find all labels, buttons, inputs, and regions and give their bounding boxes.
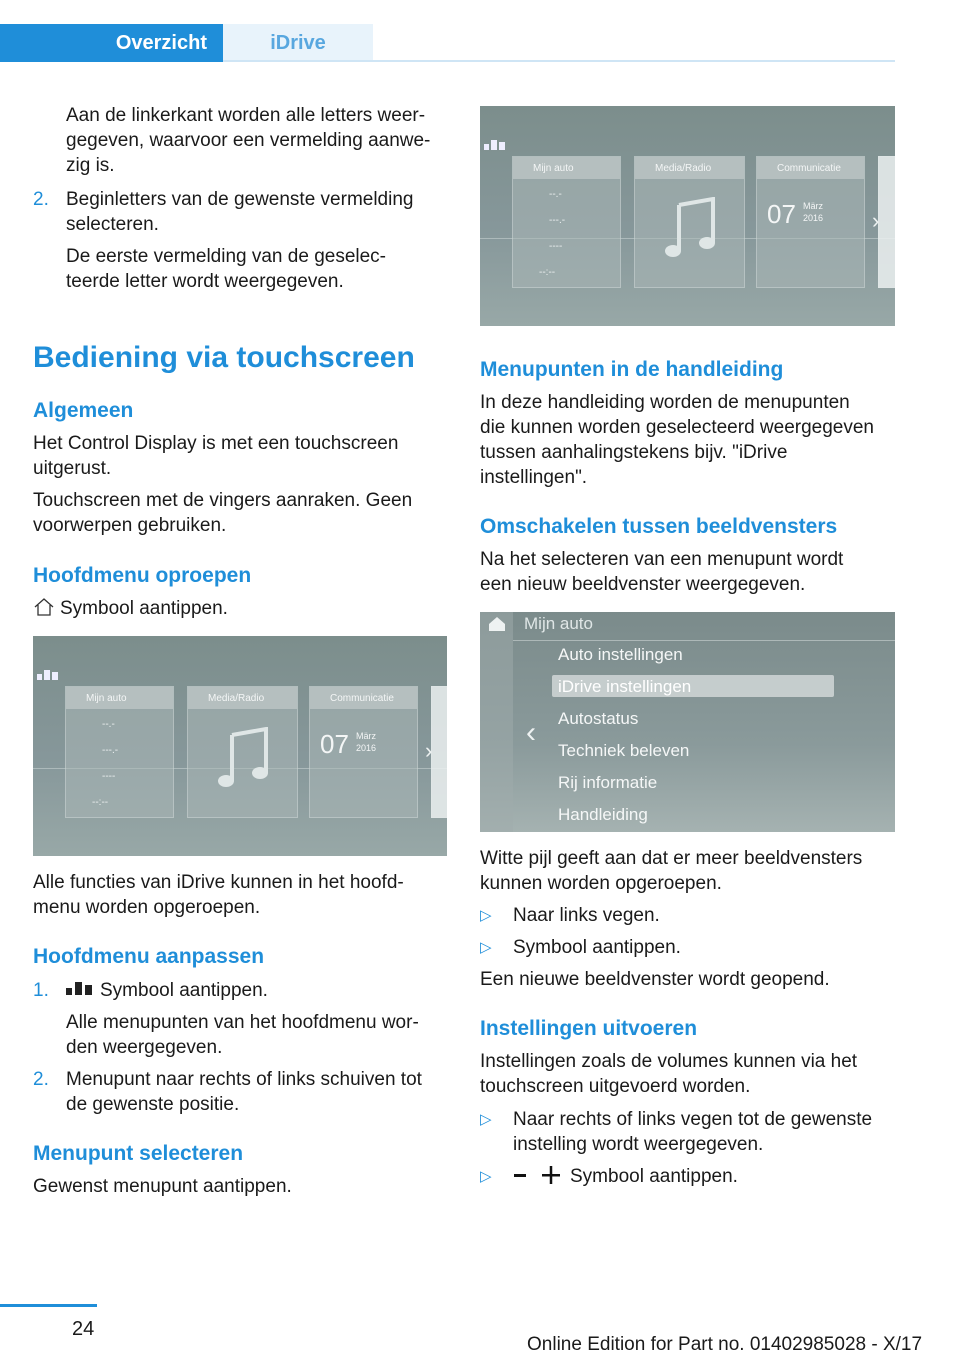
list-item-text: selecteren. — [66, 214, 159, 235]
subsection-title: Omschakelen tussen beeldvensters — [480, 515, 838, 538]
card-communicatie[interactable] — [309, 686, 418, 818]
paragraph-line: Alle functies van iDrive kunnen in het hoofd- — [33, 872, 404, 893]
list-item-text: De eerste vermelding van de geselec- — [66, 246, 387, 267]
home-icon — [33, 597, 55, 622]
paragraph-line: uitgerust. — [33, 458, 112, 479]
menu-grid-icon — [484, 138, 506, 157]
menu-item[interactable]: Rij informatie — [558, 773, 658, 792]
range-value: ---.- — [102, 745, 119, 756]
bullet-triangle-icon: ▷ — [480, 1168, 492, 1185]
menu-grid-icon — [66, 982, 92, 1001]
header-tabs — [0, 24, 373, 62]
card-mijn-auto[interactable] — [65, 686, 174, 818]
list-item-text: Naar links vegen. — [513, 905, 660, 926]
paragraph-line: menu worden opgeroepen. — [33, 897, 261, 918]
chevron-right-icon[interactable]: › — [425, 738, 433, 763]
paragraph-line: Witte pijl geeft aan dat er meer beeldvensters — [480, 848, 863, 869]
distance-value: ---- — [102, 771, 116, 782]
list-item-text: Alle menupunten van het hoofdmenu wor- — [66, 1012, 419, 1033]
header-divider — [223, 60, 895, 62]
list-item-text: Symbool aantippen. — [100, 980, 268, 1001]
subsection-title: Hoofdmenu aanpassen — [33, 945, 265, 968]
range-value: ---.- — [549, 215, 566, 226]
distance-value: ---- — [549, 241, 563, 252]
paragraph-line: touchscreen uitgevoerd worden. — [480, 1076, 751, 1097]
music-note-icon — [216, 727, 272, 796]
list-number: 2. — [33, 1069, 49, 1090]
list-item-text: instelling wordt weergegeven. — [513, 1134, 764, 1155]
date-month: März — [803, 201, 823, 211]
subsection-title: Algemeen — [33, 399, 134, 422]
date-day: 07 — [320, 729, 349, 759]
subsection-title: Menupunt selecteren — [33, 1142, 244, 1165]
bullet-triangle-icon: ▷ — [480, 1111, 492, 1128]
subsection-title: Hoofdmenu oproepen — [33, 564, 252, 587]
card-media-radio[interactable] — [634, 156, 745, 288]
card-media-radio[interactable] — [187, 686, 298, 818]
list-item-text: Symbool aantippen. — [513, 937, 681, 958]
subsection-title: Menupunten in de handleiding — [480, 358, 784, 381]
card-next[interactable] — [878, 156, 895, 288]
time-value: --:-- — [92, 797, 109, 808]
main-menu-screenshot-right — [480, 106, 895, 326]
fuel-value: --.- — [102, 719, 115, 730]
paragraph-line: Een nieuwe beeldvenster wordt geopend. — [480, 969, 830, 990]
time-value: --:-- — [539, 267, 556, 278]
date-day: 07 — [767, 199, 796, 229]
paragraph-line: Gewenst menupunt aantippen. — [33, 1176, 292, 1197]
paragraph-line: Touchscreen met de vingers aanraken. Geen — [33, 490, 413, 511]
menu-item[interactable]: Autostatus — [558, 709, 639, 728]
paragraph-line: In deze handleiding worden de menupunten — [480, 392, 850, 413]
list-item-text: de gewenste positie. — [66, 1094, 240, 1115]
paragraph-line: instellingen". — [480, 467, 588, 488]
fuel-value: --.- — [549, 189, 562, 200]
menu-item[interactable]: Handleiding — [558, 805, 648, 824]
chevron-left-icon[interactable]: ‹ — [526, 716, 536, 749]
list-item-text: Menupunt naar rechts of links schuiven tot — [66, 1069, 422, 1090]
card-title: Mijn auto — [66, 687, 173, 709]
plus-icon — [541, 1165, 561, 1190]
date-month: März — [356, 731, 376, 741]
paragraph-line: Na het selecteren van een menupunt wordt — [480, 549, 844, 570]
paragraph-line: zig is. — [66, 155, 115, 176]
card-title: Communicatie — [757, 157, 864, 179]
card-next[interactable] — [431, 686, 447, 818]
date-year: 2016 — [803, 213, 824, 223]
footer-accent-line — [0, 1304, 97, 1307]
section-title: Bediening via touchscreen — [33, 341, 415, 374]
date-year: 2016 — [356, 743, 377, 753]
minus-icon — [513, 1165, 527, 1190]
paragraph-line: Het Control Display is met een touchscreen — [33, 433, 399, 454]
main-menu-screenshot — [33, 636, 447, 856]
music-note-icon — [663, 197, 719, 266]
list-item-text: Naar rechts of links vegen tot de gewenste — [513, 1109, 873, 1130]
menu-item[interactable]: Techniek beleven — [558, 741, 690, 760]
card-mijn-auto[interactable] — [512, 156, 621, 288]
menu-grid-icon — [37, 668, 59, 687]
page-number: 24 — [72, 1318, 95, 1340]
side-panel — [480, 612, 513, 832]
chevron-right-icon[interactable]: › — [872, 208, 880, 233]
menu-item-selected[interactable]: iDrive instellingen — [558, 677, 692, 696]
list-item-text: teerde letter wordt weergegeven. — [66, 271, 344, 292]
divider — [513, 640, 895, 641]
home-icon[interactable] — [488, 616, 506, 637]
paragraph-line: gegeven, waarvoor een vermelding aanwe- — [66, 130, 431, 151]
bullet-triangle-icon: ▷ — [480, 939, 492, 956]
list-item-text: Beginletters van de gewenste vermelding — [66, 189, 414, 210]
paragraph-line: een nieuw beeldvenster weergegeven. — [480, 574, 806, 595]
paragraph-line: voorwerpen gebruiken. — [33, 515, 227, 536]
paragraph-line: Aan de linkerkant worden alle letters weer- — [66, 105, 426, 126]
menu-title: Mijn auto — [524, 614, 593, 633]
list-number: 2. — [33, 189, 49, 210]
list-item-text: den weergegeven. — [66, 1037, 223, 1058]
paragraph-line: tussen aanhalingstekens bijv. "iDrive — [480, 442, 788, 463]
tab-overzicht[interactable]: Overzicht — [0, 24, 223, 62]
paragraph-line: kunnen worden opgeroepen. — [480, 873, 722, 894]
bullet-triangle-icon: ▷ — [480, 907, 492, 924]
card-title: Media/Radio — [635, 157, 744, 179]
card-title: Mijn auto — [513, 157, 620, 179]
tab-idrive[interactable]: iDrive — [223, 24, 373, 62]
list-item-text: Symbool aantippen. — [570, 1166, 738, 1187]
menu-item[interactable]: Auto instellingen — [558, 645, 683, 664]
edition-text: Online Edition for Part no. 01402985028 - X/17 — [527, 1334, 923, 1355]
card-title: Communicatie — [310, 687, 417, 709]
submenu-screenshot — [480, 612, 895, 832]
paragraph-line: Symbool aantippen. — [60, 598, 228, 619]
paragraph-line: die kunnen worden geselecteerd weergegeven — [480, 417, 874, 438]
paragraph-line: Instellingen zoals de volumes kunnen via het — [480, 1051, 858, 1072]
subsection-title: Instellingen uitvoeren — [480, 1017, 698, 1040]
card-communicatie[interactable] — [756, 156, 865, 288]
card-title: Media/Radio — [188, 687, 297, 709]
list-number: 1. — [33, 980, 49, 1001]
